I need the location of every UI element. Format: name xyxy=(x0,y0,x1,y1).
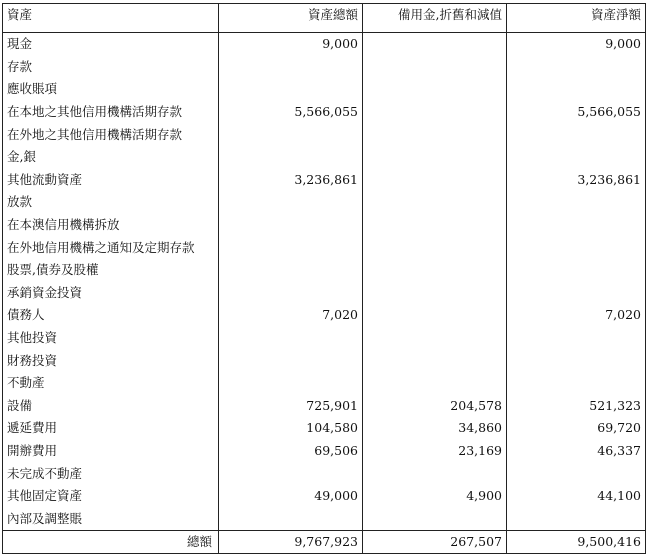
table-row xyxy=(3,214,646,237)
row-label: 應收賬項 xyxy=(3,78,219,101)
table-row xyxy=(3,327,646,350)
row-provisions xyxy=(363,304,507,327)
table-footer xyxy=(3,531,646,554)
row-net: 46,337 xyxy=(597,442,641,458)
row-provisions xyxy=(363,214,507,237)
row-gross xyxy=(219,191,363,214)
row-label: 未完成不動產 xyxy=(3,462,219,485)
row-net xyxy=(507,146,646,169)
header-row xyxy=(3,4,646,33)
total-provisions: 267,507 xyxy=(363,531,507,554)
table-row xyxy=(3,33,646,56)
row-gross xyxy=(219,123,363,146)
table-row xyxy=(3,507,646,530)
table-row xyxy=(3,372,646,395)
row-label: 現金 xyxy=(3,33,219,56)
row-provisions: 23,169 xyxy=(363,440,507,463)
row-net: 521,323 xyxy=(589,397,641,413)
table-row xyxy=(3,395,646,418)
row-label: 在外地信用機構之通知及定期存款 xyxy=(3,236,219,259)
row-provisions: 204,578 xyxy=(363,395,507,418)
table-row xyxy=(3,101,646,124)
row-label: 設備 xyxy=(3,395,219,418)
row-gross xyxy=(219,349,363,372)
row-gross: 7,020 xyxy=(219,304,363,327)
row-gross xyxy=(219,78,363,101)
table-row xyxy=(3,146,646,169)
table-row xyxy=(3,236,646,259)
row-gross: 69,506 xyxy=(219,440,363,463)
row-gross: 5,566,055 xyxy=(219,101,363,124)
row-gross xyxy=(219,236,363,259)
row-label: 存款 xyxy=(3,56,219,79)
row-label: 不動產 xyxy=(3,372,219,395)
row-provisions xyxy=(363,282,507,305)
row-label: 放款 xyxy=(3,191,219,214)
total-net: 9,500,416 xyxy=(507,531,646,554)
header-gross-assets: 資產總額 xyxy=(219,4,363,33)
row-provisions xyxy=(363,56,507,79)
row-provisions xyxy=(363,123,507,146)
row-net xyxy=(507,123,646,146)
row-provisions xyxy=(363,236,507,259)
table-row xyxy=(3,304,646,327)
row-gross xyxy=(219,507,363,530)
row-label: 在外地之其他信用機構活期存款 xyxy=(3,123,219,146)
row-provisions xyxy=(363,78,507,101)
row-provisions xyxy=(363,33,507,56)
table-row xyxy=(3,191,646,214)
total-row xyxy=(3,531,646,554)
row-net xyxy=(507,327,646,350)
table-row xyxy=(3,169,646,192)
row-gross: 9,000 xyxy=(219,33,363,56)
row-net xyxy=(507,78,646,101)
table-row xyxy=(3,462,646,485)
row-gross xyxy=(219,282,363,305)
row-gross xyxy=(219,372,363,395)
table-row xyxy=(3,282,646,305)
row-net xyxy=(507,349,646,372)
row-net xyxy=(507,236,646,259)
row-gross: 49,000 xyxy=(219,485,363,508)
row-label: 在本地之其他信用機構活期存款 xyxy=(3,101,219,124)
row-provisions xyxy=(363,146,507,169)
table-header xyxy=(3,4,646,33)
row-provisions xyxy=(363,462,507,485)
header-assets: 資產 xyxy=(3,4,219,33)
row-net xyxy=(507,191,646,214)
row-label: 承銷資金投資 xyxy=(3,282,219,305)
table-row xyxy=(3,56,646,79)
row-gross xyxy=(219,214,363,237)
header-provisions: 備用金,折舊和減值 xyxy=(363,4,507,33)
total-gross: 9,767,923 xyxy=(219,531,363,554)
row-provisions xyxy=(363,259,507,282)
row-provisions xyxy=(363,327,507,350)
row-provisions xyxy=(363,169,507,192)
row-net xyxy=(507,214,646,237)
row-gross: 725,901 xyxy=(219,395,363,418)
table-row xyxy=(3,417,646,440)
row-label: 內部及調整賬 xyxy=(3,507,219,530)
row-net: 5,566,055 xyxy=(577,104,641,120)
row-net xyxy=(507,462,646,485)
row-gross xyxy=(219,56,363,79)
table-row xyxy=(3,485,646,508)
row-provisions: 34,860 xyxy=(363,417,507,440)
row-net xyxy=(507,259,646,282)
row-provisions: 4,900 xyxy=(363,485,507,508)
balance-sheet-assets xyxy=(2,3,645,552)
table-row xyxy=(3,259,646,282)
row-gross xyxy=(219,462,363,485)
assets-table xyxy=(2,3,646,554)
row-net: 69,720 xyxy=(597,420,641,436)
row-net: 7,020 xyxy=(605,307,641,323)
total-label: 總額 xyxy=(3,531,219,554)
row-provisions xyxy=(363,101,507,124)
table-row xyxy=(3,123,646,146)
row-gross: 3,236,861 xyxy=(219,169,363,192)
row-net: 44,100 xyxy=(597,488,641,504)
row-net xyxy=(507,282,646,305)
row-label: 財務投資 xyxy=(3,349,219,372)
row-provisions xyxy=(363,191,507,214)
row-label: 開辦費用 xyxy=(3,440,219,463)
table-row xyxy=(3,440,646,463)
row-label: 股票,債券及股權 xyxy=(3,259,219,282)
row-gross xyxy=(219,259,363,282)
row-gross xyxy=(219,327,363,350)
row-net xyxy=(507,56,646,79)
row-net: 3,236,861 xyxy=(577,171,641,187)
row-gross xyxy=(219,146,363,169)
row-gross: 104,580 xyxy=(219,417,363,440)
row-provisions xyxy=(363,349,507,372)
row-provisions xyxy=(363,372,507,395)
header-net-assets: 資產淨額 xyxy=(507,4,646,33)
row-label: 債務人 xyxy=(3,304,219,327)
row-net: 9,000 xyxy=(605,36,641,52)
row-provisions xyxy=(363,507,507,530)
table-row xyxy=(3,78,646,101)
row-label: 其他投資 xyxy=(3,327,219,350)
row-net xyxy=(507,372,646,395)
table-body xyxy=(3,33,646,531)
row-label: 其他固定資產 xyxy=(3,485,219,508)
row-net xyxy=(507,507,646,530)
row-label: 其他流動資產 xyxy=(3,169,219,192)
table-row xyxy=(3,349,646,372)
row-label: 遞延費用 xyxy=(3,417,219,440)
row-label: 金,銀 xyxy=(3,146,219,169)
row-label: 在本澳信用機構拆放 xyxy=(3,214,219,237)
